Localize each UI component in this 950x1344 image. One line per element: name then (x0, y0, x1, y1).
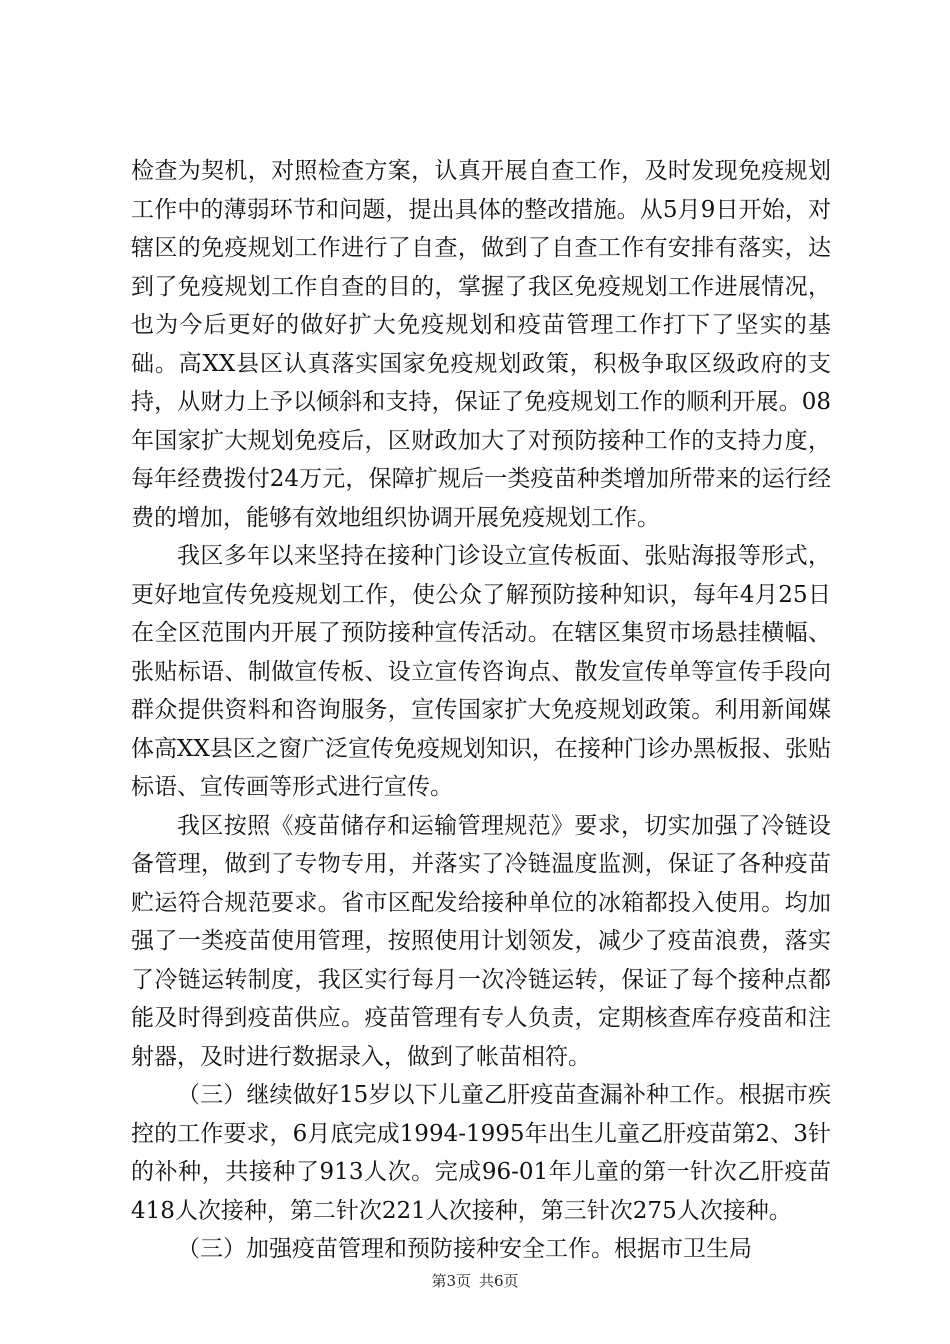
page-number: 第3页 (431, 1272, 471, 1290)
paragraph-vaccine-safety: （三）加强疫苗管理和预防接种安全工作。根据市卫生局 (177, 1236, 752, 1262)
page-total: 共6页 (479, 1272, 519, 1290)
paragraph-hepatitis-b-catchup: （三）继续做好15岁以下儿童乙肝疫苗查漏补种工作。根据市疾控的工作要求，6月底完成1994-1995年出生儿童乙肝疫苗第2、3针的补种，共接种了913人次。完成96-01年儿童的第一针次乙肝疫苗418人次接种，第二针次221人次接种，第三针次275人次接种。 (131, 1082, 831, 1224)
document-body (131, 152, 831, 1269)
page-footer (0, 1270, 950, 1291)
paragraph-cold-chain: 我区按照《疫苗储存和运输管理规范》要求，切实加强了冷链设备管理，做到了专物专用，并落实了冷链温度监测，保证了各种疫苗贮运符合规范要求。省市区配发给接种单位的冰箱都投入使用。均加强了一类疫苗使用管理，按照使用计划领发，减少了疫苗浪费，落实了冷链运转制度，我区实行每月一次冷链运转，保证了每个接种点都能及时得到疫苗供应。疫苗管理有专人负责，定期核查库存疫苗和注射器，及时进行数据录入，做到了帐苗相符。 (131, 812, 831, 1070)
paragraph-publicity: 我区多年以来坚持在接种门诊设立宣传板面、张贴海报等形式，更好地宣传免疫规划工作，使公众了解预防接种知识，每年4月25日在全区范围内开展了预防接种宣传活动。在辖区集贸市场悬挂横幅、张贴标语、制做宣传板、设立宣传咨询点、散发宣传单等宣传手段向群众提供资料和咨询服务，宣传国家扩大免疫规划政策。利用新闻媒体高XX县区之窗广泛宣传免疫规划知识，在接种门诊办黑板报、张贴标语、宣传画等形式进行宣传。 (131, 543, 831, 800)
paragraph-continuation: 检查为契机，对照检查方案，认真开展自查工作，及时发现免疫规划工作中的薄弱环节和问题，提出具体的整改措施。从5月9日开始，对辖区的免疫规划工作进行了自查，做到了自查工作有安排有落实，达到了免疫规划工作自查的目的，掌握了我区免疫规划工作进展情况，也为今后更好的做好扩大免疫规划和疫苗管理工作打下了坚实的基础。高XX县区认真落实国家免疫规划政策，积极争取区级政府的支持，从财力上予以倾斜和支持，保证了免疫规划工作的顺利开展。08年国家扩大规划免疫后，区财政加大了对预防接种工作的支持力度，每年经费拨付24万元，保障扩规后一类疫苗种类增加所带来的运行经费的增加，能够有效地组织协调开展免疫规划工作。 (131, 158, 831, 531)
